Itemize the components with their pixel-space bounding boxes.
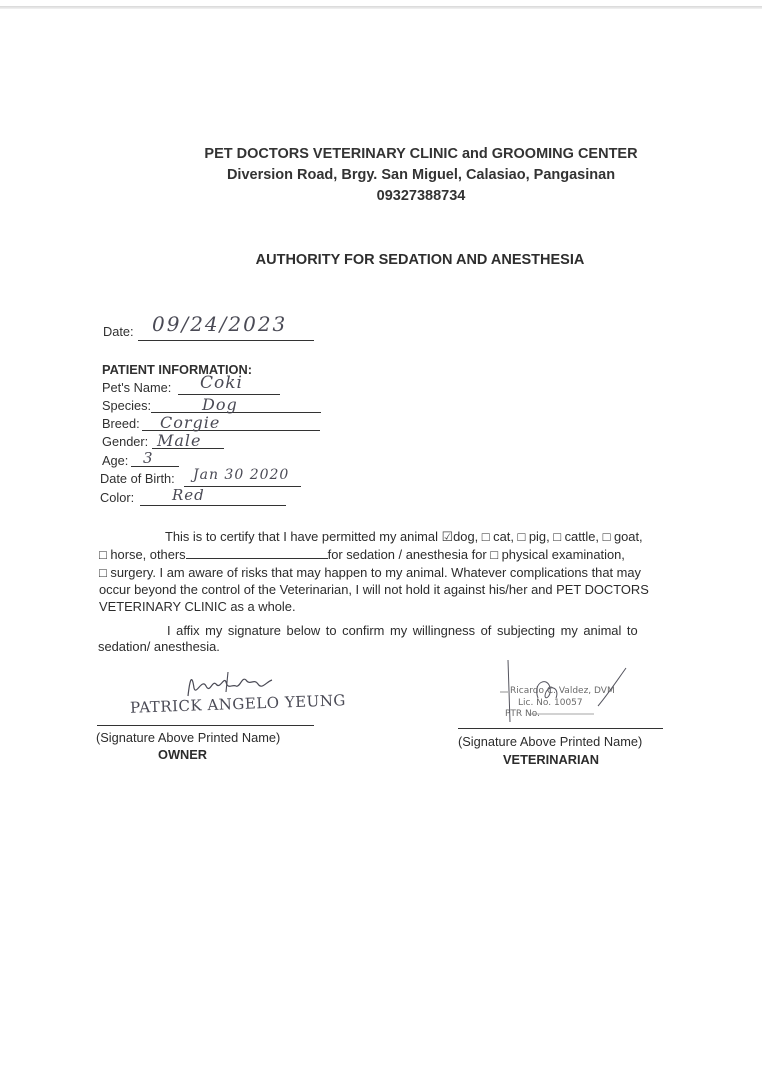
color-value: Red bbox=[172, 486, 205, 504]
color-label: Color: bbox=[100, 490, 135, 505]
vet-stamp-ptr: PTR No. bbox=[505, 709, 540, 719]
dob-label: Date of Birth: bbox=[100, 471, 175, 486]
pet-name-label: Pet's Name: bbox=[102, 380, 172, 395]
others-blank bbox=[186, 547, 328, 559]
affix-line-2: sedation/ anesthesia. bbox=[98, 639, 220, 654]
cert-line-1-pre: This is to certify that I have permitted my animal bbox=[165, 529, 442, 544]
affix-line-1: I affix my signature below to confirm my willingness of subjecting my animal to bbox=[167, 623, 638, 638]
pet-name-value: Coki bbox=[200, 373, 243, 393]
cert-line-3: □ surgery. I am aware of risks that may happen to my animal. Whatever complications that may bbox=[99, 565, 642, 580]
species-label: Species: bbox=[102, 398, 152, 413]
vet-caption: (Signature Above Printed Name) bbox=[458, 734, 643, 749]
owner-caption: (Signature Above Printed Name) bbox=[96, 730, 281, 745]
color-line bbox=[140, 505, 286, 506]
breed-value: Corgie bbox=[160, 413, 221, 432]
dog-checkbox: ☑ bbox=[441, 529, 454, 544]
age-value: 3 bbox=[143, 449, 154, 467]
gender-label: Gender: bbox=[102, 434, 149, 449]
dob-value: Jan 30 2020 bbox=[193, 467, 290, 483]
owner-role: OWNER bbox=[158, 747, 208, 762]
vet-signature-scribble bbox=[498, 658, 638, 728]
date-line bbox=[138, 340, 314, 341]
cert-line-2 bbox=[99, 546, 625, 563]
date-label: Date: bbox=[103, 324, 134, 339]
clinic-address: Diversion Road, Brgy. San Miguel, Calasiao, Pangasinan bbox=[226, 167, 616, 183]
vet-stamp-license: Lic. No. 10057 bbox=[518, 698, 583, 708]
owner-printed-name: PATRICK ANGELO YEUNG bbox=[129, 691, 347, 717]
vet-stamp-name: Ricardo C. Valdez, DVM bbox=[510, 686, 615, 696]
patient-section-label: PATIENT INFORMATION: bbox=[102, 362, 252, 377]
cert-line-1 bbox=[165, 528, 643, 545]
form-title: AUTHORITY FOR SEDATION AND ANESTHESIA bbox=[255, 252, 585, 268]
owner-signature-line bbox=[97, 725, 314, 726]
cert-line-1-post: dog, □ cat, □ pig, □ cattle, □ goat, bbox=[453, 529, 643, 544]
scan-top-edge bbox=[0, 6, 762, 9]
cert-line-5: VETERINARY CLINIC as a whole. bbox=[99, 599, 296, 614]
date-value: 09/24/2023 bbox=[152, 312, 288, 336]
cert-line-2-pre: □ horse, others bbox=[99, 547, 186, 562]
vet-signature-line bbox=[458, 728, 663, 729]
age-line bbox=[131, 466, 179, 467]
clinic-name: PET DOCTORS VETERINARY CLINIC and GROOMING CENTER bbox=[204, 146, 638, 162]
cert-line-4: occur beyond the control of the Veterinarian, I will not hold it against his/her and PET DOCTORS bbox=[99, 582, 649, 597]
gender-value: Male bbox=[157, 431, 202, 450]
cert-line-2-post: for sedation / anesthesia for □ physical examination, bbox=[327, 547, 625, 562]
breed-label: Breed: bbox=[102, 416, 140, 431]
age-label: Age: bbox=[102, 453, 129, 468]
species-value: Dog bbox=[202, 395, 238, 414]
vet-role: VETERINARIAN bbox=[503, 752, 599, 767]
clinic-phone: 09327388734 bbox=[376, 188, 466, 204]
